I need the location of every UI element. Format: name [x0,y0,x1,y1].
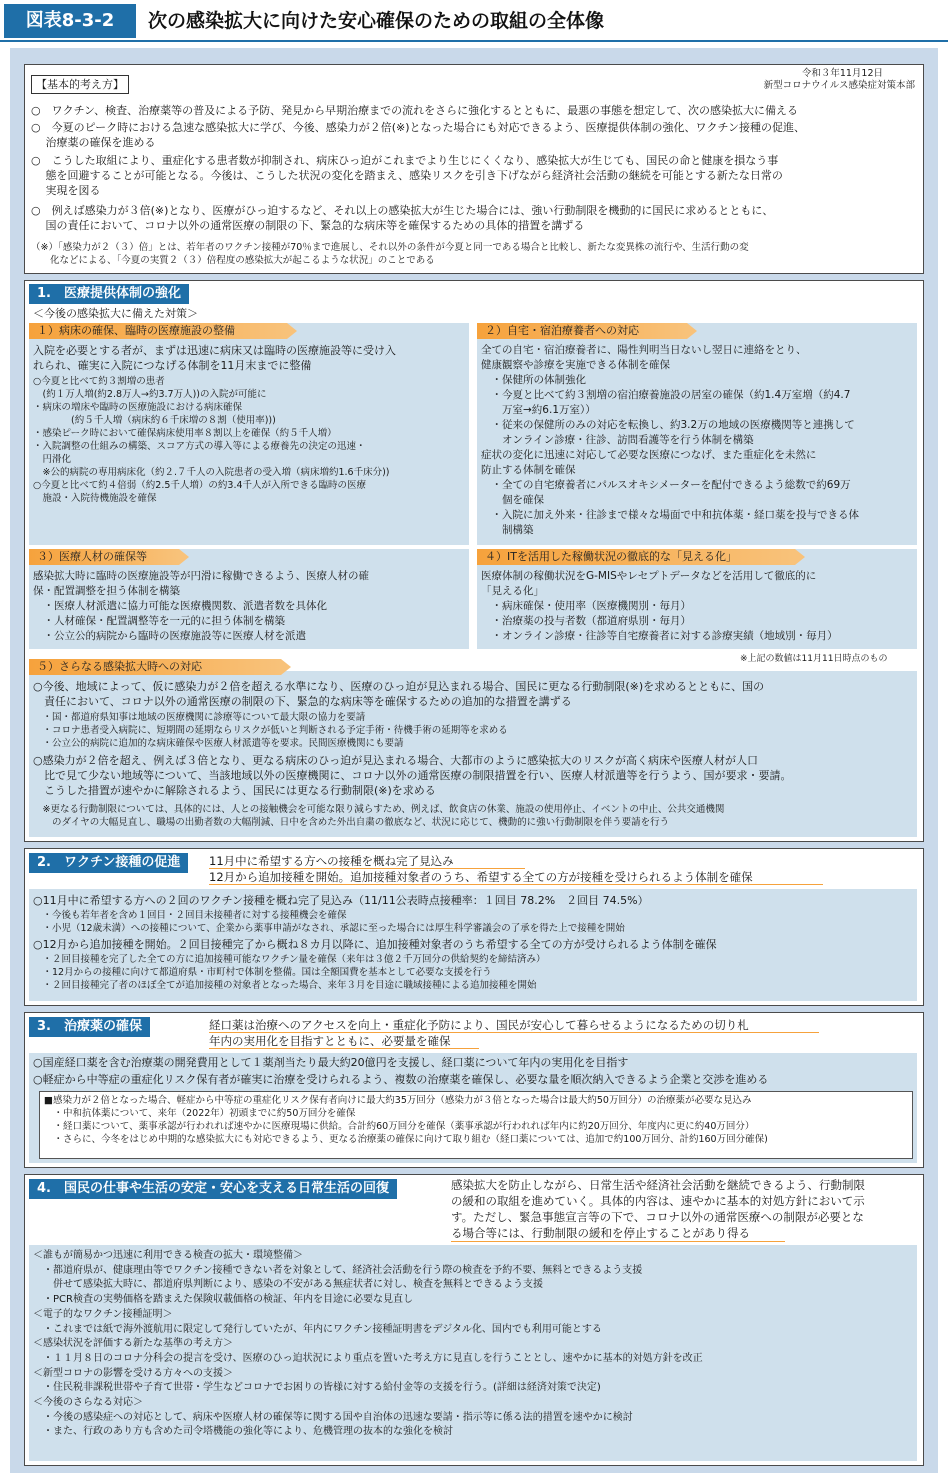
further-spread-a: ○今後、地域によって、仮に感染力が２倍を超える水準になり、医療のひっ迫が見込まれる場合、国民に更なる行動制限(※)を求めるとともに、国の 責任において、コロナ以外の通常医療の制限の下、緊急的な病床等を確保するための追加的な措置を講ずる [33,680,765,708]
further-spread-b: ・国・都道府県知事は地域の医療機関に診療等について最大限の協力を要請 ・コロナ患者受入病院に、短期間の延期ならリスクが低いと判断される予定手術・待機手術の延期等を求める ・公立公的病院に追加的な病床確保や医療人材派遣等を要求。民間医療機関にも要請 [42,712,508,749]
section-2-tag: 2. ワクチン接種の促進 [29,853,188,873]
section-treatment [24,1012,924,1168]
further-spread-c: ○感染力が２倍を超え、例えば３倍となり、更なる病床のひっ迫が見込まれる場合、大都市のように感染拡大のリスクが高く病床や医療人材が人口 比で見て少ない地域等について、当該地域以外の医療機関に、コロナ以外の通常医療の制限措置を行い、医療人材派遣等を行うよう、国が要求・要請。 こうした措置が速やかに解除されるよう、国民には更なる行動制限(※)を求める [33,754,792,797]
beds-lead: 入院を必要とする者が、まずは迅速に病床又は臨時の医療施設等に受け入 れられ、確実に入院につなげる体制を11月末までに整備 [33,344,396,372]
headline-underline [209,1048,479,1049]
basic-point-2: ○ 今夏のピーク時における急速な感染拡大に学び、今後、感染力が２倍(※)となった場合にも対応できるよう、医療提供体制の強化、ワクチン接種の促進、 治療薬の確保を進める [31,121,805,149]
further-spread-note: ※更なる行動制限については、具体的には、人との接触機会を可能な限り減らすため、例えば、飲食店の休業、施設の使用停止、イベントの中止、公共交通機関 のダイヤの大幅見直し、職場の出勤者数の大幅削減、日中を含めた外出自粛の徹底など、状況に応じて、機動的に強い行動制限を伴う要請を行う [42,804,725,828]
date-text: 令和３年11月12日 [801,68,883,79]
home-care-details: 全ての自宅・宿泊療養者に、陽性判明当日ないし翌日に連絡をとり、 健康観察や診療を実施できる体制を確保 ・保健所の体制強化 ・今夏と比べて約３割増の宿泊療養施設の居室の確保（約1.4万室増（約4.7 万室→約6.1万室）） ・従来の保健所のみの対応を転換し、約3.2万の地域の医療機関等と連携して オンライン診療・往診、訪問看護等を行う体制を構築 症状の変化に迅速に対応して必要な医療につなげ、また重症化を未然に 防止する体制を確保 ・全ての自宅療養者にパルスオキシメーターを配付できるよう総数で約69万 個を確保 ・入院に加え外来・往診まで様々な場面で中和抗体薬・経口薬を投与できる体 制構築 [481,344,859,536]
basic-point-3: ○ こうした取組により、重症化する患者数が抑制され、病床ひっ迫がこれまでより生じにくくなり、感染拡大が生じても、国民の命と健康を損なう事 態を回避することが可能となる。今後は、こうした状況の変化を踏まえ、感染リスクを引き下げながら経済社会活動の継続を可能とする新たな日常の 実現を図る [31,154,783,197]
section-2-headline: 11月中に希望する方への接種を概ね完了見込み 12月から追加接種を開始。追加接種対象者のうち、希望する全ての方が接種を受けられるよう体制を確保 [209,854,753,884]
section-1-lead: ＜今後の感染拡大に備えた対策＞ [33,307,198,320]
basic-concept-section [24,64,924,274]
section-3-tag: 3. 治療薬の確保 [29,1017,150,1037]
section-daily-life [24,1174,924,1466]
headline-underline [209,1032,819,1033]
section-3-headline: 経口薬は治療へのアクセスを向上・重症化予防により、国民が安心して暮らせるようになるための切り札 年内の実用化を目指すとともに、必要量を確保 [209,1018,749,1048]
basic-point-4: ○ 例えば感染力が３倍(※)となり、医療がひっ迫するなど、それ以上の感染拡大が生じた場合には、強い行動制限を機動的に国民に求めるとともに、 国の責任において、コロナ以外の通常医療の制限の下、緊急的な病床等を確保するための具体的措置を講ずる [31,204,774,232]
headline-underline [209,868,525,869]
headline-underline [209,884,823,885]
visibility-details: 医療体制の稼働状況をG-MISやレセプトデータなどを活用して徹底的に 「見える化」 ・病床確保・使用率（医療機関別・毎月） ・治療薬の投与者数（都道府県別・毎月） ・オンライン診療・往診等自宅療養者に対する診療実績（地域別・毎月） [481,570,838,642]
headline-underline [451,1241,785,1242]
beds-details: ○今夏と比べて約３割増の患者 (約１万人増(約2.8万人→約3.7万人))の入院が可能に ・病床の増床や臨時の医療施設における病床確保 (約５千人増（病床約６千床増の８割（使用率))) ・感染ピーク時において確保病床使用率８割以上を確保（約５千人増） ・入院調整の仕組みの構築、スコア方式の導入等による療養先の決定の迅速・ 円滑化 ※公的病院の専用病床化（約２.７千人の入院患者の受入増（病床増約1.6千床分)) ○今夏と比べて約４倍弱（約2.5千人増）の約3.4千人が入所できる臨時の医療 施設・入院待機施設を確保 [33,376,390,504]
vaccine-details-1: ・今後も若年者を含め１回目・２回目未接種者に対する接種機会を確保 ・小児（12歳未満）への接種について、企業から薬事申請がなされ、承認に至った場合には厚生科学審議会の了承を得た上で接種を開始 [42,910,625,934]
basic-note: （※）「感染力が２（３）倍」とは、若年者のワクチン接種が70％まで進展し、それ以外の条件が今夏と同一である場合と比較し、新たな変異株の流行や、生活行動の変 化などによる、「今夏の実質２（３）倍程度の感染拡大が起こるような状況」のことである [31,242,749,266]
section-4-tag: 4. 国民の仕事や生活の安定・安心を支える日常生活の回復 [29,1179,397,1199]
subheading-staff: ３）医療人材の確保等 [29,549,179,565]
subheading-further-spread: ５）さらなる感染拡大時への対応 [29,659,281,675]
daily-life-details: ＜誰もが簡易かつ迅速に利用できる検査の拡大・環境整備＞ ・都道府県が、健康理由等でワクチン接種できない者を対象として、経済社会活動を行う際の検査を予約不要、無料とできるよう支援 併せて感染拡大時に、都道府県判断により、感染の不安がある無症状者に対し、検査を無料とできるよう支援 ・PCR検査の実勢価格を踏まえた保険収載価格の検証、年内を目途に必要な見直し ＜電子的なワクチン接種証明＞ ・これまでは紙で海外渡航用に限定して発行していたが、年内にワクチン接種証明書をデジタル化、国内でも利用可能とする ＜感染状況を評価する新たな基準の考え方＞ ・１１月８日のコロナ分科会の提言を受け、医療のひっ迫状況により重点を置いた考え方に見直しを行うこととし、速やかに基本的対処方針を改正 ＜新型コロナの影響を受ける方々への支援＞ ・住民税非課税世帯や子育て世帯・学生などコロナでお困りの皆様に対する給付金等の支援を行う。(詳細は経済対策で決定) ＜今後のさらなる対応＞ ・今後の感染症への対応として、病床や医療人材の確保等に関する国や自治体の迅速な要請・指示等に係る法的措置を速やかに検討 ・また、行政のあり方も含めた司令塔機能の強化等により、危機管理の抜本的な強化を検討 [33,1250,703,1438]
section-1-tag: 1. 医療提供体制の強化 [29,284,189,304]
header-bar [0,0,948,42]
subheading-home-care: ２）自宅・宿泊療養者への対応 [477,323,687,339]
figure-number: 図表8-3-2 [4,4,136,38]
section-vaccine [24,848,924,1006]
vaccine-point-2: ○12月から追加接種を開始。２回目接種完了から概ね８カ月以降に、追加接種対象者のうち希望する全ての方が受けられるよう体制を確保 [33,938,717,951]
basic-point-1: ○ ワクチン、検査、治療薬等の普及による予防、発見から早期治療までの流れをさらに強化するとともに、最悪の事態を想定して、次の感染拡大に備える [31,104,798,117]
vaccine-point-1: ○11月中に希望する方への２回のワクチン接種を概ね完了見込み（11/11公表時点接種率：１回目 78.2% ２回目 74.5%） [33,894,649,907]
subheading-visibility: ４）ITを活用した稼働状況の徹底的な「見える化」 [477,549,795,565]
vaccine-details-2: ・２回目接種を完了した全ての方に追加接種可能なワクチン量を確保（来年は３億２千万回分の供給契約を締結済み） ・12月からの接種に向けて都道府県・市町村で体制を整備。国は全額国費を基本として必要な支援を行う ・２回目接種完了者のほぼ全てが追加接種の対象者となった場合、来年３月を目途に職域接種による追加接種を開始 [42,954,546,991]
treatment-point-2: ○軽症から中等症の重症化リスク保有者が確実に治療を受けられるよう、複数の治療薬を確保し、必要な量を順次納入できるよう企業と交渉を進める [33,1073,769,1086]
subheading-beds: １）病床の確保、臨時の医療施設の整備 [29,323,287,339]
section-medical [24,280,924,842]
section-4-headline: 感染拡大を防止しながら、日常生活や経済社会活動を継続できるよう、行動制限 の緩和の取組を進めていく。具体的内容は、速やかに基本的対処方針において示 す。ただし、緊急事態宣言等の下で、コロナ以外の通常医療への制限が必要とな る場合等には、行動制限の緩和を停止することがあり得る [451,1178,865,1240]
figure-note: ※上記の数値は11月11日時点のもの [740,654,888,664]
treatment-point-1: ○国産経口薬を含む治療薬の開発費用として１薬剤当たり最大約20億円を支援し、経口薬について年内の実用化を目指す [33,1056,629,1069]
org-text: 新型コロナウイルス感染症対策本部 [763,80,915,91]
staff-details: 感染拡大時に臨時の医療施設等が円滑に稼働できるよう、医療人材の確 保・配置調整を担う体制を構築 ・医療人材派遣に協力可能な医療機関数、派遣者数を具体化 ・人材確保・配置調整等を一元的に担う体制を構築 ・公立公的病院から臨時の医療施設等に医療人材を派遣 [33,570,369,642]
basic-concept-label: 【基本的考え方】 [31,75,129,94]
page-title: 次の感染拡大に向けた安心確保のための取組の全体像 [148,10,605,32]
treatment-detail-box: ■感染力が２倍となった場合、軽症から中等症の重症化リスク保有者向けに最大約35万回分（感染力が３倍となった場合は最大約50万回分）の治療薬が必要な見込み ・中和抗体薬について、来年（2022年）初頭までに約50万回分を確保 ・経口薬について、薬事承認が行われれば速やかに医療現場に供給。合計約60万回分を確保（薬事承認が行われれば年内に約20万回分、年度内に更に約40万回分） ・さらに、今冬をはじめ中期的な感染拡大にも対応できるよう、更なる治療薬の確保に向けて取り組む（経口薬については、追加で約100万回分、計約160万回分確保) [39,1091,913,1159]
